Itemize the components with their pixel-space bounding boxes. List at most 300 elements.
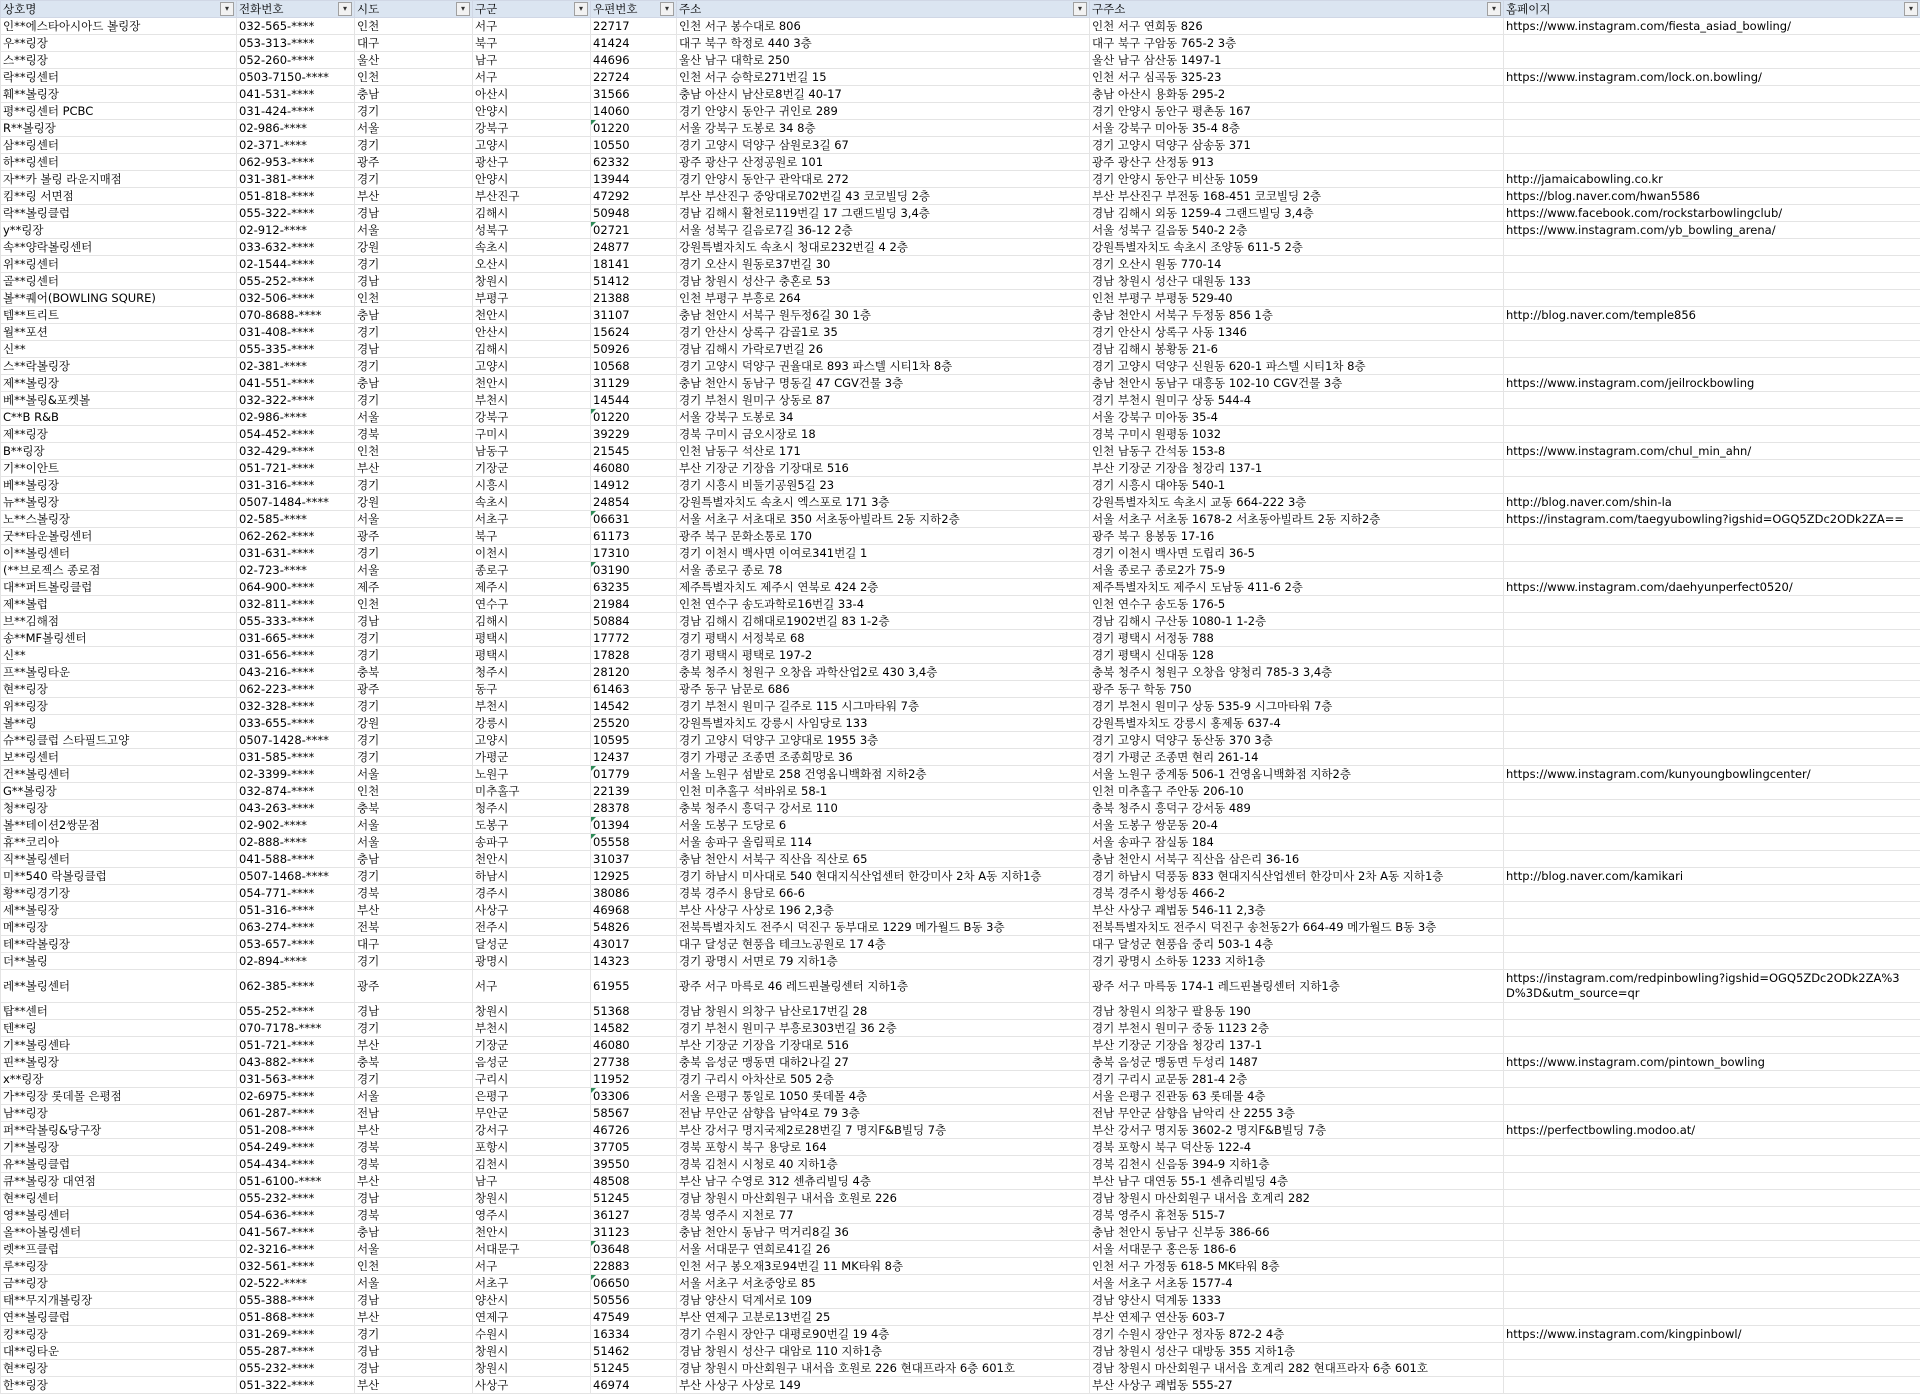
province-cell[interactable]: 서울 <box>355 562 473 579</box>
zip-cell[interactable]: 47549 <box>591 1309 677 1326</box>
province-cell[interactable]: 전북 <box>355 919 473 936</box>
district-cell[interactable]: 창원시 <box>473 1003 591 1020</box>
phone-cell[interactable]: 032-328-**** <box>237 698 355 715</box>
district-cell[interactable]: 안양시 <box>473 103 591 120</box>
district-cell[interactable]: 천안시 <box>473 375 591 392</box>
store-name-cell[interactable]: 우**링장 <box>1 35 237 52</box>
province-cell[interactable]: 강원 <box>355 239 473 256</box>
zip-cell[interactable]: 46974 <box>591 1377 677 1394</box>
district-cell[interactable]: 도봉구 <box>473 817 591 834</box>
phone-cell[interactable]: 061-287-**** <box>237 1105 355 1122</box>
province-cell[interactable]: 경기 <box>355 953 473 970</box>
phone-cell[interactable]: 041-551-**** <box>237 375 355 392</box>
store-name-header[interactable] <box>1 1 237 18</box>
address-cell[interactable]: 서울 서초구 서초대로 350 서초동아빌라트 2동 지하2층 <box>677 511 1090 528</box>
homepage-cell[interactable]: https://www.instagram.com/daehyunperfect0520/ <box>1504 579 1920 596</box>
zip-cell[interactable]: 24877 <box>591 239 677 256</box>
phone-cell[interactable]: 062-223-**** <box>237 681 355 698</box>
phone-cell[interactable]: 02-902-**** <box>237 817 355 834</box>
province-cell[interactable]: 서울 <box>355 766 473 783</box>
store-name-cell[interactable]: 가**링장 롯데몰 은평점 <box>1 1088 237 1105</box>
store-name-cell[interactable]: 볼**링 <box>1 715 237 732</box>
district-cell[interactable]: 사상구 <box>473 902 591 919</box>
address-cell[interactable]: 충북 청주시 청원구 오창읍 과학산업2로 430 3,4층 <box>677 664 1090 681</box>
homepage-cell[interactable] <box>1504 936 1920 953</box>
zip-cell[interactable]: 31566 <box>591 86 677 103</box>
district-cell[interactable]: 음성군 <box>473 1054 591 1071</box>
province-cell[interactable]: 경기 <box>355 1326 473 1343</box>
old-address-cell[interactable]: 경기 이천시 백사면 도립리 36-5 <box>1090 545 1504 562</box>
phone-cell[interactable]: 032-561-**** <box>237 1258 355 1275</box>
district-cell[interactable]: 하남시 <box>473 868 591 885</box>
phone-cell[interactable]: 055-335-**** <box>237 341 355 358</box>
district-cell[interactable]: 아산시 <box>473 86 591 103</box>
province-cell[interactable]: 충북 <box>355 664 473 681</box>
homepage-cell[interactable] <box>1504 851 1920 868</box>
homepage-cell[interactable] <box>1504 545 1920 562</box>
address-cell[interactable]: 경기 고양시 덕양구 삼원로3길 67 <box>677 137 1090 154</box>
old-address-cell[interactable]: 충북 청주시 청원구 오창읍 양청리 785-3 3,4층 <box>1090 664 1504 681</box>
zip-cell[interactable]: 06650 <box>591 1275 677 1292</box>
zip-cell[interactable]: 14323 <box>591 953 677 970</box>
homepage-cell[interactable]: http://blog.naver.com/temple856 <box>1504 307 1920 324</box>
zip-cell[interactable]: 46080 <box>591 1037 677 1054</box>
old-address-cell[interactable]: 광주 광산구 산정동 913 <box>1090 154 1504 171</box>
store-name-cell[interactable]: 브**김해점 <box>1 613 237 630</box>
homepage-cell[interactable] <box>1504 1173 1920 1190</box>
district-cell[interactable]: 부산진구 <box>473 188 591 205</box>
province-cell[interactable]: 충북 <box>355 1054 473 1071</box>
store-name-cell[interactable]: 속**양락볼링센터 <box>1 239 237 256</box>
phone-cell[interactable]: 051-721-**** <box>237 1037 355 1054</box>
address-cell[interactable]: 서울 노원구 섬밭로 258 건영옴니백화점 지하2층 <box>677 766 1090 783</box>
store-name-cell[interactable]: 대**퍼트볼링클럽 <box>1 579 237 596</box>
province-cell[interactable]: 충남 <box>355 851 473 868</box>
province-cell[interactable]: 경기 <box>355 647 473 664</box>
phone-cell[interactable]: 055-287-**** <box>237 1343 355 1360</box>
homepage-cell[interactable] <box>1504 681 1920 698</box>
old-address-cell[interactable]: 경남 창원시 성산구 대원동 133 <box>1090 273 1504 290</box>
store-name-cell[interactable]: 평**링센터 PCBC <box>1 103 237 120</box>
store-name-cell[interactable]: 레**볼링센터 <box>1 970 237 1003</box>
address-header[interactable] <box>677 1 1090 18</box>
homepage-cell[interactable] <box>1504 1258 1920 1275</box>
phone-cell[interactable]: 02-986-**** <box>237 120 355 137</box>
old-address-cell[interactable]: 부산 기장군 기장읍 청강리 137-1 <box>1090 1037 1504 1054</box>
old-address-cell[interactable]: 경남 김해시 외동 1259-4 그랜드빌딩 3,4층 <box>1090 205 1504 222</box>
address-cell[interactable]: 경기 광명시 서면로 79 지하1층 <box>677 953 1090 970</box>
zip-cell[interactable]: 22883 <box>591 1258 677 1275</box>
phone-cell[interactable]: 02-1544-**** <box>237 256 355 273</box>
old-address-cell[interactable]: 경남 창원시 성산구 대방동 355 지하1층 <box>1090 1343 1504 1360</box>
store-name-cell[interactable]: 테**락볼링장 <box>1 936 237 953</box>
homepage-cell[interactable] <box>1504 239 1920 256</box>
address-cell[interactable]: 부산 강서구 명지국제2로28번길 7 명지F&B빌딩 7층 <box>677 1122 1090 1139</box>
old-address-cell[interactable]: 서울 송파구 잠실동 184 <box>1090 834 1504 851</box>
zip-cell[interactable]: 10595 <box>591 732 677 749</box>
phone-cell[interactable]: 054-452-**** <box>237 426 355 443</box>
homepage-cell[interactable]: https://www.instagram.com/fiesta_asiad_bowling/ <box>1504 18 1920 35</box>
province-cell[interactable]: 경기 <box>355 630 473 647</box>
store-name-cell[interactable]: B**링장 <box>1 443 237 460</box>
address-cell[interactable]: 경기 부천시 원미구 부흥로303번길 36 2층 <box>677 1020 1090 1037</box>
phone-cell[interactable]: 055-388-**** <box>237 1292 355 1309</box>
province-cell[interactable]: 경남 <box>355 613 473 630</box>
phone-cell[interactable]: 051-208-**** <box>237 1122 355 1139</box>
store-name-cell[interactable]: 남**링장 <box>1 1105 237 1122</box>
district-cell[interactable]: 경주시 <box>473 885 591 902</box>
district-cell[interactable]: 속초시 <box>473 239 591 256</box>
province-cell[interactable]: 인천 <box>355 290 473 307</box>
phone-cell[interactable]: 063-274-**** <box>237 919 355 936</box>
address-cell[interactable]: 경기 이천시 백사면 이여로341번길 1 <box>677 545 1090 562</box>
store-name-cell[interactable]: 기**볼링센타 <box>1 1037 237 1054</box>
homepage-cell[interactable]: https://www.facebook.com/rockstarbowlingclub/ <box>1504 205 1920 222</box>
old-address-cell[interactable]: 울산 남구 삼산동 1497-1 <box>1090 52 1504 69</box>
homepage-cell[interactable]: https://www.instagram.com/chul_min_ahn/ <box>1504 443 1920 460</box>
old-address-cell[interactable]: 대구 달성군 현풍읍 중리 503-1 4층 <box>1090 936 1504 953</box>
store-name-cell[interactable]: 대**링타운 <box>1 1343 237 1360</box>
district-cell[interactable]: 김천시 <box>473 1156 591 1173</box>
homepage-cell[interactable] <box>1504 273 1920 290</box>
old-address-cell[interactable]: 전남 무안군 삼향읍 남악리 산 2255 3층 <box>1090 1105 1504 1122</box>
district-cell[interactable]: 양산시 <box>473 1292 591 1309</box>
zip-cell[interactable]: 14912 <box>591 477 677 494</box>
province-cell[interactable]: 경남 <box>355 1343 473 1360</box>
phone-cell[interactable]: 070-7178-**** <box>237 1020 355 1037</box>
store-name-cell[interactable]: 더**볼링 <box>1 953 237 970</box>
old-address-cell[interactable]: 경남 창원시 마산회원구 내서읍 호계리 282 <box>1090 1190 1504 1207</box>
province-cell[interactable]: 경기 <box>355 1071 473 1088</box>
zip-cell[interactable]: 21984 <box>591 596 677 613</box>
store-name-cell[interactable]: (**브로젝스 종로점 <box>1 562 237 579</box>
old-address-cell[interactable]: 충북 청주시 흥덕구 강서동 489 <box>1090 800 1504 817</box>
district-cell[interactable]: 은평구 <box>473 1088 591 1105</box>
address-cell[interactable]: 경기 안산시 상록구 감골1로 35 <box>677 324 1090 341</box>
filter-dropdown-icon[interactable]: ▾ <box>660 2 674 16</box>
phone-cell[interactable]: 055-333-**** <box>237 613 355 630</box>
address-cell[interactable]: 서울 서초구 서초중앙로 85 <box>677 1275 1090 1292</box>
address-cell[interactable]: 강원특별자치도 속초시 청대로232번길 4 2층 <box>677 239 1090 256</box>
store-name-cell[interactable]: 이**볼링센터 <box>1 545 237 562</box>
district-cell[interactable]: 서구 <box>473 18 591 35</box>
district-cell[interactable]: 천안시 <box>473 1224 591 1241</box>
zip-cell[interactable]: 14544 <box>591 392 677 409</box>
store-name-cell[interactable]: 현**링장 <box>1 1360 237 1377</box>
address-cell[interactable]: 서울 서대문구 연희로41길 26 <box>677 1241 1090 1258</box>
district-cell[interactable]: 연제구 <box>473 1309 591 1326</box>
zip-cell[interactable]: 51462 <box>591 1343 677 1360</box>
zip-cell[interactable]: 54826 <box>591 919 677 936</box>
district-cell[interactable]: 부천시 <box>473 1020 591 1037</box>
old-address-cell[interactable]: 서울 서대문구 홍은동 186-6 <box>1090 1241 1504 1258</box>
store-name-cell[interactable]: 제**링장 <box>1 426 237 443</box>
phone-cell[interactable]: 043-882-**** <box>237 1054 355 1071</box>
province-cell[interactable]: 경북 <box>355 885 473 902</box>
homepage-cell[interactable] <box>1504 290 1920 307</box>
district-cell[interactable]: 창원시 <box>473 1343 591 1360</box>
district-cell[interactable]: 광산구 <box>473 154 591 171</box>
phone-cell[interactable]: 055-322-**** <box>237 205 355 222</box>
zip-cell[interactable]: 48508 <box>591 1173 677 1190</box>
homepage-header[interactable] <box>1504 1 1920 18</box>
phone-cell[interactable]: 031-424-**** <box>237 103 355 120</box>
old-address-cell[interactable]: 경기 평택시 서정동 788 <box>1090 630 1504 647</box>
province-cell[interactable]: 광주 <box>355 970 473 1003</box>
old-address-cell[interactable]: 서울 성북구 길음동 540-2 2층 <box>1090 222 1504 239</box>
district-cell[interactable]: 광명시 <box>473 953 591 970</box>
district-cell[interactable]: 영주시 <box>473 1207 591 1224</box>
old-address-cell[interactable]: 부산 사상구 괘법동 546-11 2,3층 <box>1090 902 1504 919</box>
phone-cell[interactable]: 02-912-**** <box>237 222 355 239</box>
province-cell[interactable]: 경남 <box>355 1190 473 1207</box>
phone-cell[interactable]: 0507-1484-**** <box>237 494 355 511</box>
old-address-cell[interactable]: 충남 천안시 서북구 직산읍 삼은리 36-16 <box>1090 851 1504 868</box>
homepage-cell[interactable] <box>1504 324 1920 341</box>
old-address-cell[interactable]: 서울 노원구 중계동 506-1 건영옴니백화점 지하2층 <box>1090 766 1504 783</box>
zip-cell[interactable]: 16334 <box>591 1326 677 1343</box>
zip-cell[interactable]: 51245 <box>591 1190 677 1207</box>
phone-cell[interactable]: 02-986-**** <box>237 409 355 426</box>
province-cell[interactable]: 강원 <box>355 715 473 732</box>
province-cell[interactable]: 경기 <box>355 868 473 885</box>
old-address-cell[interactable]: 인천 미추홀구 주안동 206-10 <box>1090 783 1504 800</box>
zip-cell[interactable]: 50884 <box>591 613 677 630</box>
phone-cell[interactable]: 031-316-**** <box>237 477 355 494</box>
homepage-cell[interactable] <box>1504 1003 1920 1020</box>
phone-cell[interactable]: 032-811-**** <box>237 596 355 613</box>
phone-cell[interactable]: 02-6975-**** <box>237 1088 355 1105</box>
district-cell[interactable]: 청주시 <box>473 800 591 817</box>
homepage-cell[interactable] <box>1504 52 1920 69</box>
district-cell[interactable]: 김해시 <box>473 341 591 358</box>
homepage-cell[interactable] <box>1504 1224 1920 1241</box>
phone-cell[interactable]: 032-429-**** <box>237 443 355 460</box>
phone-cell[interactable]: 031-656-**** <box>237 647 355 664</box>
store-name-cell[interactable]: 노**스볼링장 <box>1 511 237 528</box>
old-address-cell[interactable]: 경기 평택시 신대동 128 <box>1090 647 1504 664</box>
address-cell[interactable]: 경기 구리시 아차산로 505 2층 <box>677 1071 1090 1088</box>
zip-cell[interactable]: 61463 <box>591 681 677 698</box>
zip-cell[interactable]: 01394 <box>591 817 677 834</box>
phone-cell[interactable]: 032-506-**** <box>237 290 355 307</box>
store-name-cell[interactable]: 청**링장 <box>1 800 237 817</box>
phone-cell[interactable]: 062-262-**** <box>237 528 355 545</box>
phone-cell[interactable]: 055-232-**** <box>237 1190 355 1207</box>
address-cell[interactable]: 경북 구미시 금오시장로 18 <box>677 426 1090 443</box>
homepage-cell[interactable] <box>1504 1292 1920 1309</box>
old-address-cell[interactable]: 경기 고양시 덕양구 신원동 620-1 파스텔 시티1차 8층 <box>1090 358 1504 375</box>
old-address-cell[interactable]: 서울 도봉구 쌍문동 20-4 <box>1090 817 1504 834</box>
phone-cell[interactable]: 051-721-**** <box>237 460 355 477</box>
old-address-cell[interactable]: 경북 포항시 북구 덕산동 122-4 <box>1090 1139 1504 1156</box>
store-name-cell[interactable]: 템**트리트 <box>1 307 237 324</box>
address-cell[interactable]: 경기 안양시 동안구 관악대로 272 <box>677 171 1090 188</box>
province-cell[interactable]: 서울 <box>355 834 473 851</box>
district-cell[interactable]: 남구 <box>473 1173 591 1190</box>
address-cell[interactable]: 인천 서구 봉수대로 806 <box>677 18 1090 35</box>
homepage-cell[interactable] <box>1504 1037 1920 1054</box>
address-cell[interactable]: 경남 김해시 김해대로1902번길 83 1-2층 <box>677 613 1090 630</box>
old-address-cell[interactable]: 서울 서초구 서초동 1577-4 <box>1090 1275 1504 1292</box>
province-cell[interactable]: 충남 <box>355 375 473 392</box>
store-name-cell[interactable]: 위**링장 <box>1 698 237 715</box>
phone-cell[interactable]: 031-665-**** <box>237 630 355 647</box>
phone-cell[interactable]: 043-263-**** <box>237 800 355 817</box>
zip-cell[interactable]: 01220 <box>591 120 677 137</box>
province-cell[interactable]: 경북 <box>355 426 473 443</box>
province-cell[interactable]: 경기 <box>355 137 473 154</box>
phone-cell[interactable]: 033-655-**** <box>237 715 355 732</box>
homepage-cell[interactable]: https://www.instagram.com/yb_bowling_arena/ <box>1504 222 1920 239</box>
province-cell[interactable]: 서울 <box>355 1088 473 1105</box>
store-name-cell[interactable]: 위**링센터 <box>1 256 237 273</box>
address-cell[interactable]: 경기 고양시 덕양구 권율대로 893 파스텔 시티1차 8층 <box>677 358 1090 375</box>
province-cell[interactable]: 부산 <box>355 1173 473 1190</box>
phone-cell[interactable]: 051-818-**** <box>237 188 355 205</box>
old-address-cell[interactable]: 경기 부천시 원미구 상동 544-4 <box>1090 392 1504 409</box>
zip-cell[interactable]: 50926 <box>591 341 677 358</box>
store-name-cell[interactable]: 신** <box>1 647 237 664</box>
district-header[interactable] <box>473 1 591 18</box>
store-name-cell[interactable]: 태**무지개볼링장 <box>1 1292 237 1309</box>
store-name-cell[interactable]: 삼**링센터 <box>1 137 237 154</box>
store-name-cell[interactable]: 제**볼럽 <box>1 596 237 613</box>
zip-cell[interactable]: 37705 <box>591 1139 677 1156</box>
zip-cell[interactable]: 11952 <box>591 1071 677 1088</box>
old-address-cell[interactable]: 부산 남구 대연동 55-1 센츄리빌딩 4층 <box>1090 1173 1504 1190</box>
province-cell[interactable]: 서울 <box>355 511 473 528</box>
zip-cell[interactable]: 06631 <box>591 511 677 528</box>
district-cell[interactable]: 강북구 <box>473 120 591 137</box>
homepage-cell[interactable] <box>1504 800 1920 817</box>
zip-cell[interactable]: 15624 <box>591 324 677 341</box>
homepage-cell[interactable] <box>1504 1309 1920 1326</box>
province-cell[interactable]: 경기 <box>355 698 473 715</box>
district-cell[interactable]: 서초구 <box>473 511 591 528</box>
province-cell[interactable]: 충남 <box>355 307 473 324</box>
old-address-cell[interactable]: 경남 창원시 마산회원구 내서읍 호계리 282 현대프라자 6층 601호 <box>1090 1360 1504 1377</box>
phone-cell[interactable]: 055-252-**** <box>237 273 355 290</box>
store-name-cell[interactable]: 스**링장 <box>1 52 237 69</box>
address-cell[interactable]: 경기 평택시 평택로 197-2 <box>677 647 1090 664</box>
store-name-cell[interactable]: 하**링센터 <box>1 154 237 171</box>
homepage-cell[interactable] <box>1504 953 1920 970</box>
store-name-cell[interactable]: 휴**코리아 <box>1 834 237 851</box>
old-address-cell[interactable]: 경북 경주시 황성동 466-2 <box>1090 885 1504 902</box>
store-name-cell[interactable]: 연**볼링클럽 <box>1 1309 237 1326</box>
address-cell[interactable]: 부산 연제구 고분로13번길 25 <box>677 1309 1090 1326</box>
district-cell[interactable]: 미추홀구 <box>473 783 591 800</box>
zip-cell[interactable]: 14582 <box>591 1020 677 1037</box>
homepage-cell[interactable] <box>1504 1343 1920 1360</box>
phone-cell[interactable]: 0503-7150-**** <box>237 69 355 86</box>
district-cell[interactable]: 무안군 <box>473 1105 591 1122</box>
zip-cell[interactable]: 36127 <box>591 1207 677 1224</box>
store-name-cell[interactable]: 제**볼링장 <box>1 375 237 392</box>
old-address-cell[interactable]: 경기 부천시 원미구 상동 535-9 시그마타워 7층 <box>1090 698 1504 715</box>
store-name-cell[interactable]: 프**볼링타운 <box>1 664 237 681</box>
old-address-cell[interactable]: 경기 오산시 원동 770-14 <box>1090 256 1504 273</box>
address-cell[interactable]: 인천 부평구 부흥로 264 <box>677 290 1090 307</box>
old-address-cell[interactable]: 부산 사상구 괘법동 555-27 <box>1090 1377 1504 1394</box>
zip-cell[interactable]: 38086 <box>591 885 677 902</box>
phone-cell[interactable]: 051-6100-**** <box>237 1173 355 1190</box>
province-cell[interactable]: 서울 <box>355 409 473 426</box>
phone-cell[interactable]: 054-771-**** <box>237 885 355 902</box>
zip-cell[interactable]: 39229 <box>591 426 677 443</box>
store-name-cell[interactable]: 렛**프클럽 <box>1 1241 237 1258</box>
homepage-cell[interactable] <box>1504 1156 1920 1173</box>
zip-cell[interactable]: 31107 <box>591 307 677 324</box>
address-cell[interactable]: 대구 북구 학정로 440 3층 <box>677 35 1090 52</box>
province-cell[interactable]: 부산 <box>355 902 473 919</box>
old-address-cell[interactable]: 충남 천안시 동남구 대흥동 102-10 CGV건물 3층 <box>1090 375 1504 392</box>
district-cell[interactable]: 안산시 <box>473 324 591 341</box>
old-address-cell[interactable]: 경기 수원시 장안구 정자동 872-2 4층 <box>1090 1326 1504 1343</box>
store-name-cell[interactable]: 뉴**볼링장 <box>1 494 237 511</box>
address-cell[interactable]: 경북 포항시 북구 용당로 164 <box>677 1139 1090 1156</box>
zip-header[interactable] <box>591 1 677 18</box>
province-cell[interactable]: 인천 <box>355 596 473 613</box>
province-cell[interactable]: 경남 <box>355 341 473 358</box>
zip-cell[interactable]: 17310 <box>591 545 677 562</box>
phone-cell[interactable]: 031-563-**** <box>237 1071 355 1088</box>
address-cell[interactable]: 경기 평택시 서정북로 68 <box>677 630 1090 647</box>
zip-cell[interactable]: 46968 <box>591 902 677 919</box>
filter-dropdown-icon[interactable]: ▾ <box>1487 2 1501 16</box>
province-cell[interactable]: 부산 <box>355 1122 473 1139</box>
phone-header[interactable] <box>237 1 355 18</box>
old-address-cell[interactable]: 경기 안양시 동안구 평촌동 167 <box>1090 103 1504 120</box>
province-cell[interactable]: 충남 <box>355 1224 473 1241</box>
district-cell[interactable]: 송파구 <box>473 834 591 851</box>
phone-cell[interactable]: 0507-1468-**** <box>237 868 355 885</box>
phone-cell[interactable]: 02-888-**** <box>237 834 355 851</box>
homepage-cell[interactable] <box>1504 919 1920 936</box>
phone-cell[interactable]: 02-585-**** <box>237 511 355 528</box>
zip-cell[interactable]: 17772 <box>591 630 677 647</box>
province-cell[interactable]: 제주 <box>355 579 473 596</box>
district-cell[interactable]: 오산시 <box>473 256 591 273</box>
homepage-cell[interactable]: https://perfectbowling.modoo.at/ <box>1504 1122 1920 1139</box>
district-cell[interactable]: 서구 <box>473 69 591 86</box>
address-cell[interactable]: 광주 북구 문화소통로 170 <box>677 528 1090 545</box>
homepage-cell[interactable]: http://blog.naver.com/kamikari <box>1504 868 1920 885</box>
homepage-cell[interactable] <box>1504 1020 1920 1037</box>
homepage-cell[interactable]: http://jamaicabowling.co.kr <box>1504 171 1920 188</box>
store-name-cell[interactable]: 퍼**락볼링&당구장 <box>1 1122 237 1139</box>
province-cell[interactable]: 서울 <box>355 222 473 239</box>
address-cell[interactable]: 경남 김해시 활천로119번길 17 그랜드빌딩 3,4층 <box>677 205 1090 222</box>
homepage-cell[interactable]: https://www.instagram.com/jeilrockbowling <box>1504 375 1920 392</box>
province-cell[interactable]: 경북 <box>355 1156 473 1173</box>
zip-cell[interactable]: 02721 <box>591 222 677 239</box>
homepage-cell[interactable] <box>1504 749 1920 766</box>
homepage-cell[interactable] <box>1504 885 1920 902</box>
homepage-cell[interactable] <box>1504 715 1920 732</box>
district-cell[interactable]: 서구 <box>473 1258 591 1275</box>
address-cell[interactable]: 전북특별자치도 전주시 덕진구 동부대로 1229 메가월드 B동 3층 <box>677 919 1090 936</box>
phone-cell[interactable]: 052-260-**** <box>237 52 355 69</box>
homepage-cell[interactable] <box>1504 409 1920 426</box>
province-cell[interactable]: 경기 <box>355 324 473 341</box>
province-cell[interactable]: 경기 <box>355 103 473 120</box>
store-name-cell[interactable]: 루**링장 <box>1 1258 237 1275</box>
zip-cell[interactable]: 27738 <box>591 1054 677 1071</box>
phone-cell[interactable]: 053-313-**** <box>237 35 355 52</box>
store-name-cell[interactable]: 베**볼링&포켓볼 <box>1 392 237 409</box>
